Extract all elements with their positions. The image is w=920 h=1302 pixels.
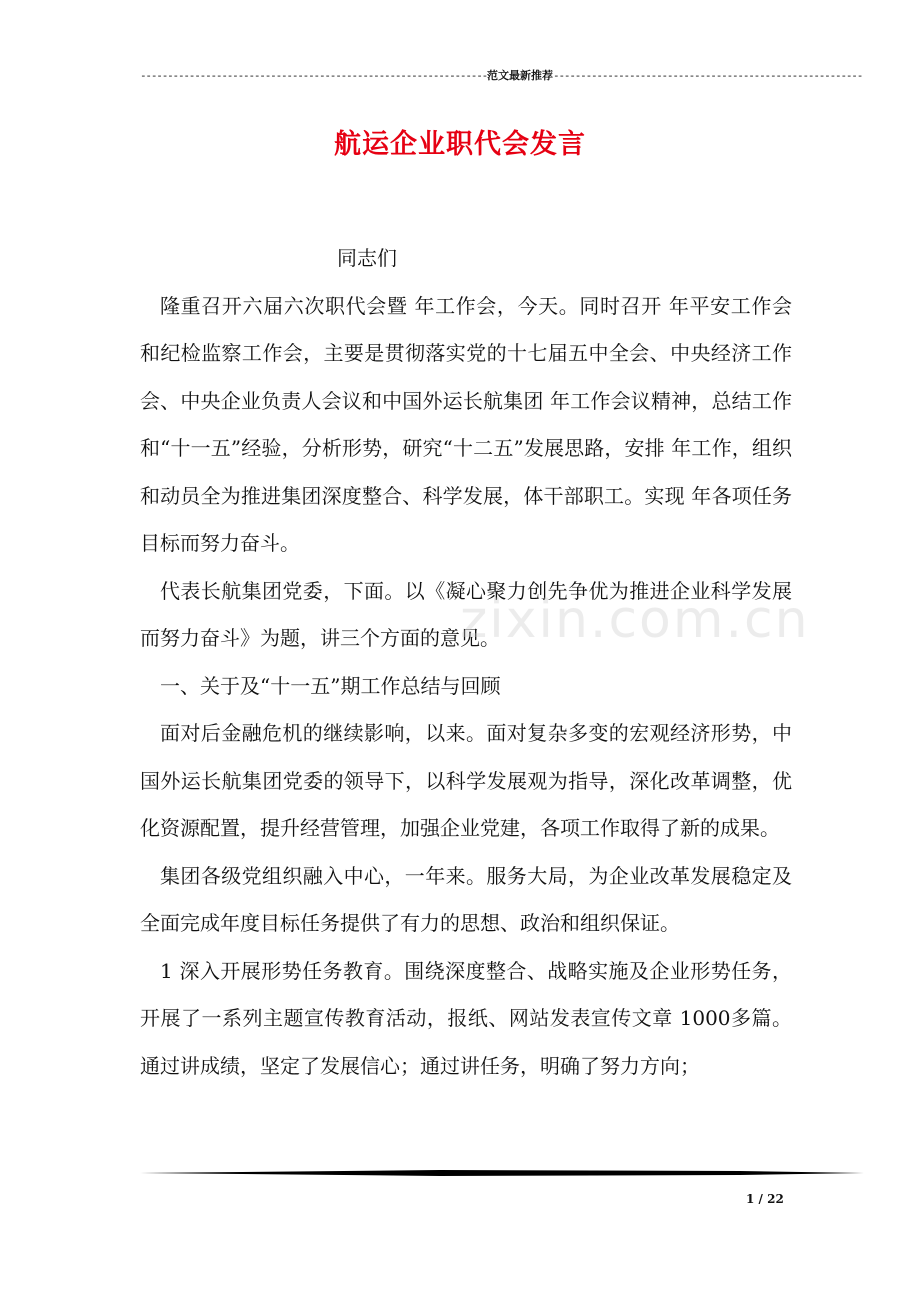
header-right-dashes: --------------------------------------------------------- [553, 69, 863, 82]
header-banner [140, 68, 863, 84]
paragraph: 面对后金融危机的继续影响，以来。面对复杂多变的宏观经济形势，中国外运长航集团党委的领导下，以科学发展观为指导，深化改革调整，优化资源配置，提升经营管理，加强企业党建，各项工作取得了新的成果。 [140, 721, 792, 840]
page-number: 1 / 22 [746, 1192, 784, 1206]
paragraph: 集团各级党组织融入中心，一年来。服务大局，为企业改革发展稳定及全面完成年度目标任务提供了有力的思想、政治和组织保证。 [140, 863, 792, 935]
paragraph: 隆重召开六届六次职代会暨 年工作会，今天。同时召开 年平安工作会和纪检监察工作会，主要是贯彻落实党的十七届五中全会、中央经济工作会、中央企业负责人会议和中国外运长航集团 年工作会议精神，总结工作和“十一五”经验，分析形势，研究“十二五”发展思路，安排 年工作，组织和动员全为推进集团深度整合、科学发展，体干部职工。实现 年各项任务目标而努力奋斗。 [140, 293, 792, 555]
section-heading: 一、关于及“十一五”期工作总结与回顾 [160, 673, 501, 698]
document-title: 航运企业职代会发言 [334, 129, 586, 160]
header-left-dashes: ---------------------------------------------------------------- [140, 69, 488, 82]
header-label: 范文最新推荐 [487, 69, 554, 82]
watermark: zixin.com.cn [460, 590, 810, 650]
footer-rule [140, 1168, 864, 1178]
document-body [140, 235, 792, 1090]
salutation: 同志们 [337, 246, 397, 270]
paragraph: 1 深入开展形势任务教育。围绕深度整合、战略实施及企业形势任务，开展了一系列主题宣传教育活动，报纸、网站发表宣传文章 1000多篇。通过讲成绩，坚定了发展信心；通过讲任务，明确了努力方向； [140, 958, 792, 1078]
paragraph: 代表长航集团党委，下面。以《凝心聚力创先争优为推进企业科学发展而努力奋斗》为题，讲三个方面的意见。 [140, 578, 792, 650]
